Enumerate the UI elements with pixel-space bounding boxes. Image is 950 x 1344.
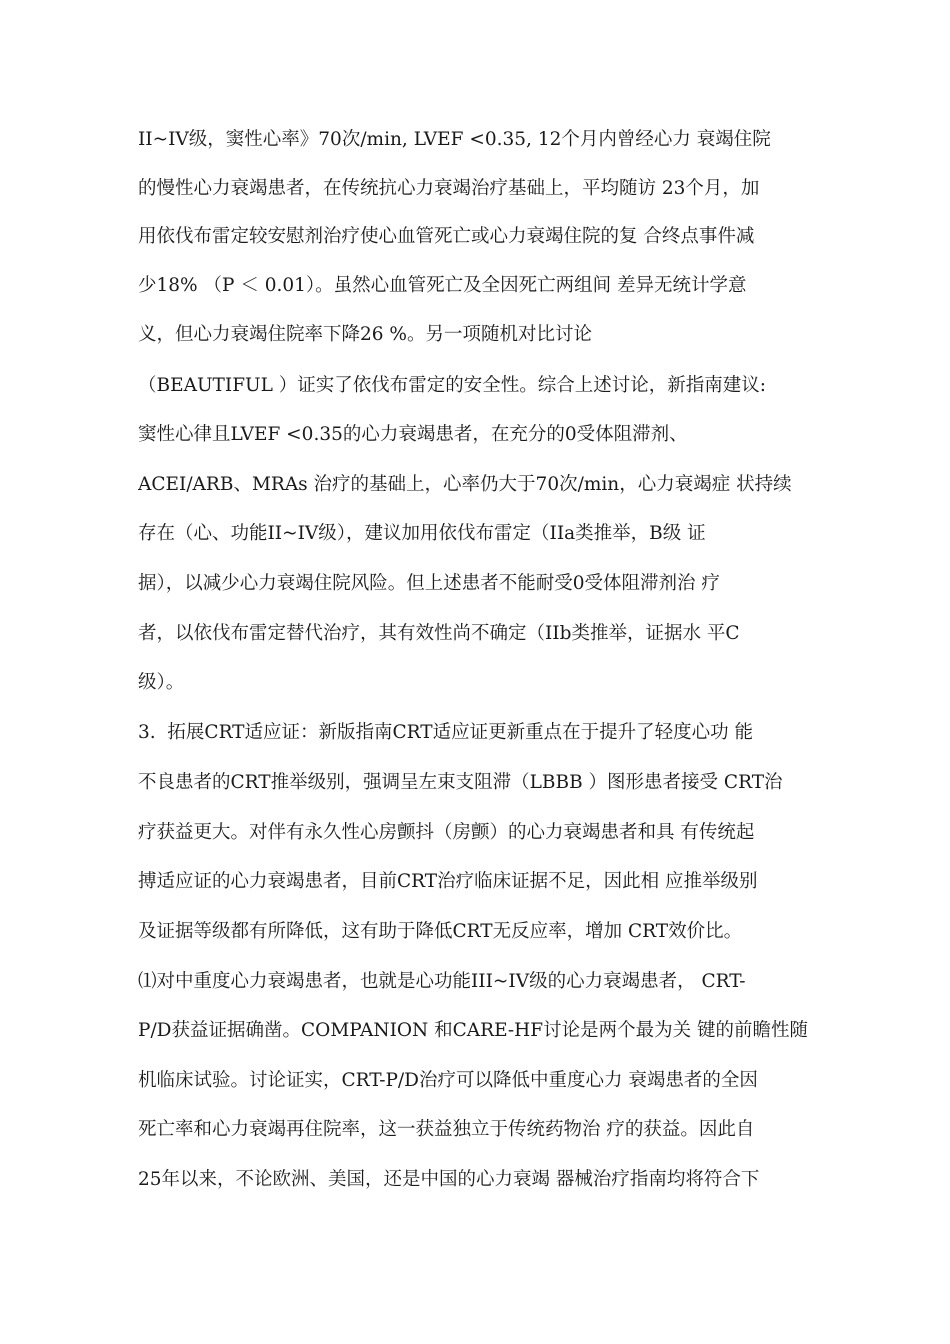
text-line: 存在（心、功能II~IV级），建议加用依伐布雷定（IIa类推举，B级 证 — [138, 523, 706, 544]
text-line: （BEAUTIFUL ）证实了依伐布雷定的安全性。综合上述讨论，新指南建议: — [138, 375, 767, 396]
text-line: ⑴对中重度心力衰竭患者，也就是心功能III~IV级的心力衰竭患者， CRT- — [138, 971, 746, 992]
text-line: 搏适应证的心力衰竭患者，目前CRT治疗临床证据不足，因此相 应推举级别 — [138, 871, 758, 892]
text-line: II~IV级，窦性心率》70次/min, LVEF <0.35, 12个月内曾经心力 衰竭住院 — [138, 129, 771, 150]
text-line: P/D获益证据确凿。COMPANION 和CARE-HF讨论是两个最为关 键的前瞻性随 — [138, 1020, 809, 1041]
text-line: 不良患者的CRT推举级别，强调呈左束支阻滞（LBBB ）图形患者接受 CRT治 — [138, 772, 783, 793]
text-line: 级）。 — [138, 672, 185, 693]
text-line: 少18% （P ＜ 0.01）。虽然心血管死亡及全因死亡两组间 差异无统计学意 — [138, 275, 747, 296]
text-line: 及证据等级都有所降低，这有助于降低CRT无反应率，增加 CRT效价比。 — [138, 921, 743, 942]
text-line: 的慢性心力衰竭患者，在传统抗心力衰竭治疗基础上，平均随访 23个月，加 — [138, 178, 760, 199]
text-line: 25年以来，不论欧洲、美国，还是中国的心力衰竭 器械治疗指南均将符合下 — [138, 1169, 760, 1190]
text-line: 用依伐布雷定较安慰剂治疗使心血管死亡或心力衰竭住院的复 合终点事件减 — [138, 226, 755, 247]
text-line: 义，但心力衰竭住院率下降26 %。另一项随机对比讨论 — [138, 324, 593, 345]
text-line: ACEI/ARB、MRAs 治疗的基础上，心率仍大于70次/min，心力衰竭症 状持续 — [138, 474, 792, 495]
text-line: 者，以依伐布雷定替代治疗，其有效性尚不确定（IIb类推举，证据水 平C — [138, 623, 740, 644]
text-line: 3. 拓展CRT适应证：新版指南CRT适应证更新重点在于提升了轻度心功 能 — [138, 722, 753, 743]
text-line: 死亡率和心力衰竭再住院率，这一获益独立于传统药物治 疗的获益。因此自 — [138, 1119, 755, 1140]
text-line: 据），以减少心力衰竭住院风险。但上述患者不能耐受0受体阻滞剂治 疗 — [138, 573, 720, 594]
text-line: 窦性心律且LVEF <0.35的心力衰竭患者，在充分的0受体阻滞剂、 — [138, 424, 688, 445]
text-line: 机临床试验。讨论证实，CRT-P/D治疗可以降低中重度心力 衰竭患者的全因 — [138, 1070, 758, 1091]
text-line: 疗获益更大。对伴有永久性心房颤抖（房颤）的心力衰竭患者和具 有传统起 — [138, 822, 755, 843]
